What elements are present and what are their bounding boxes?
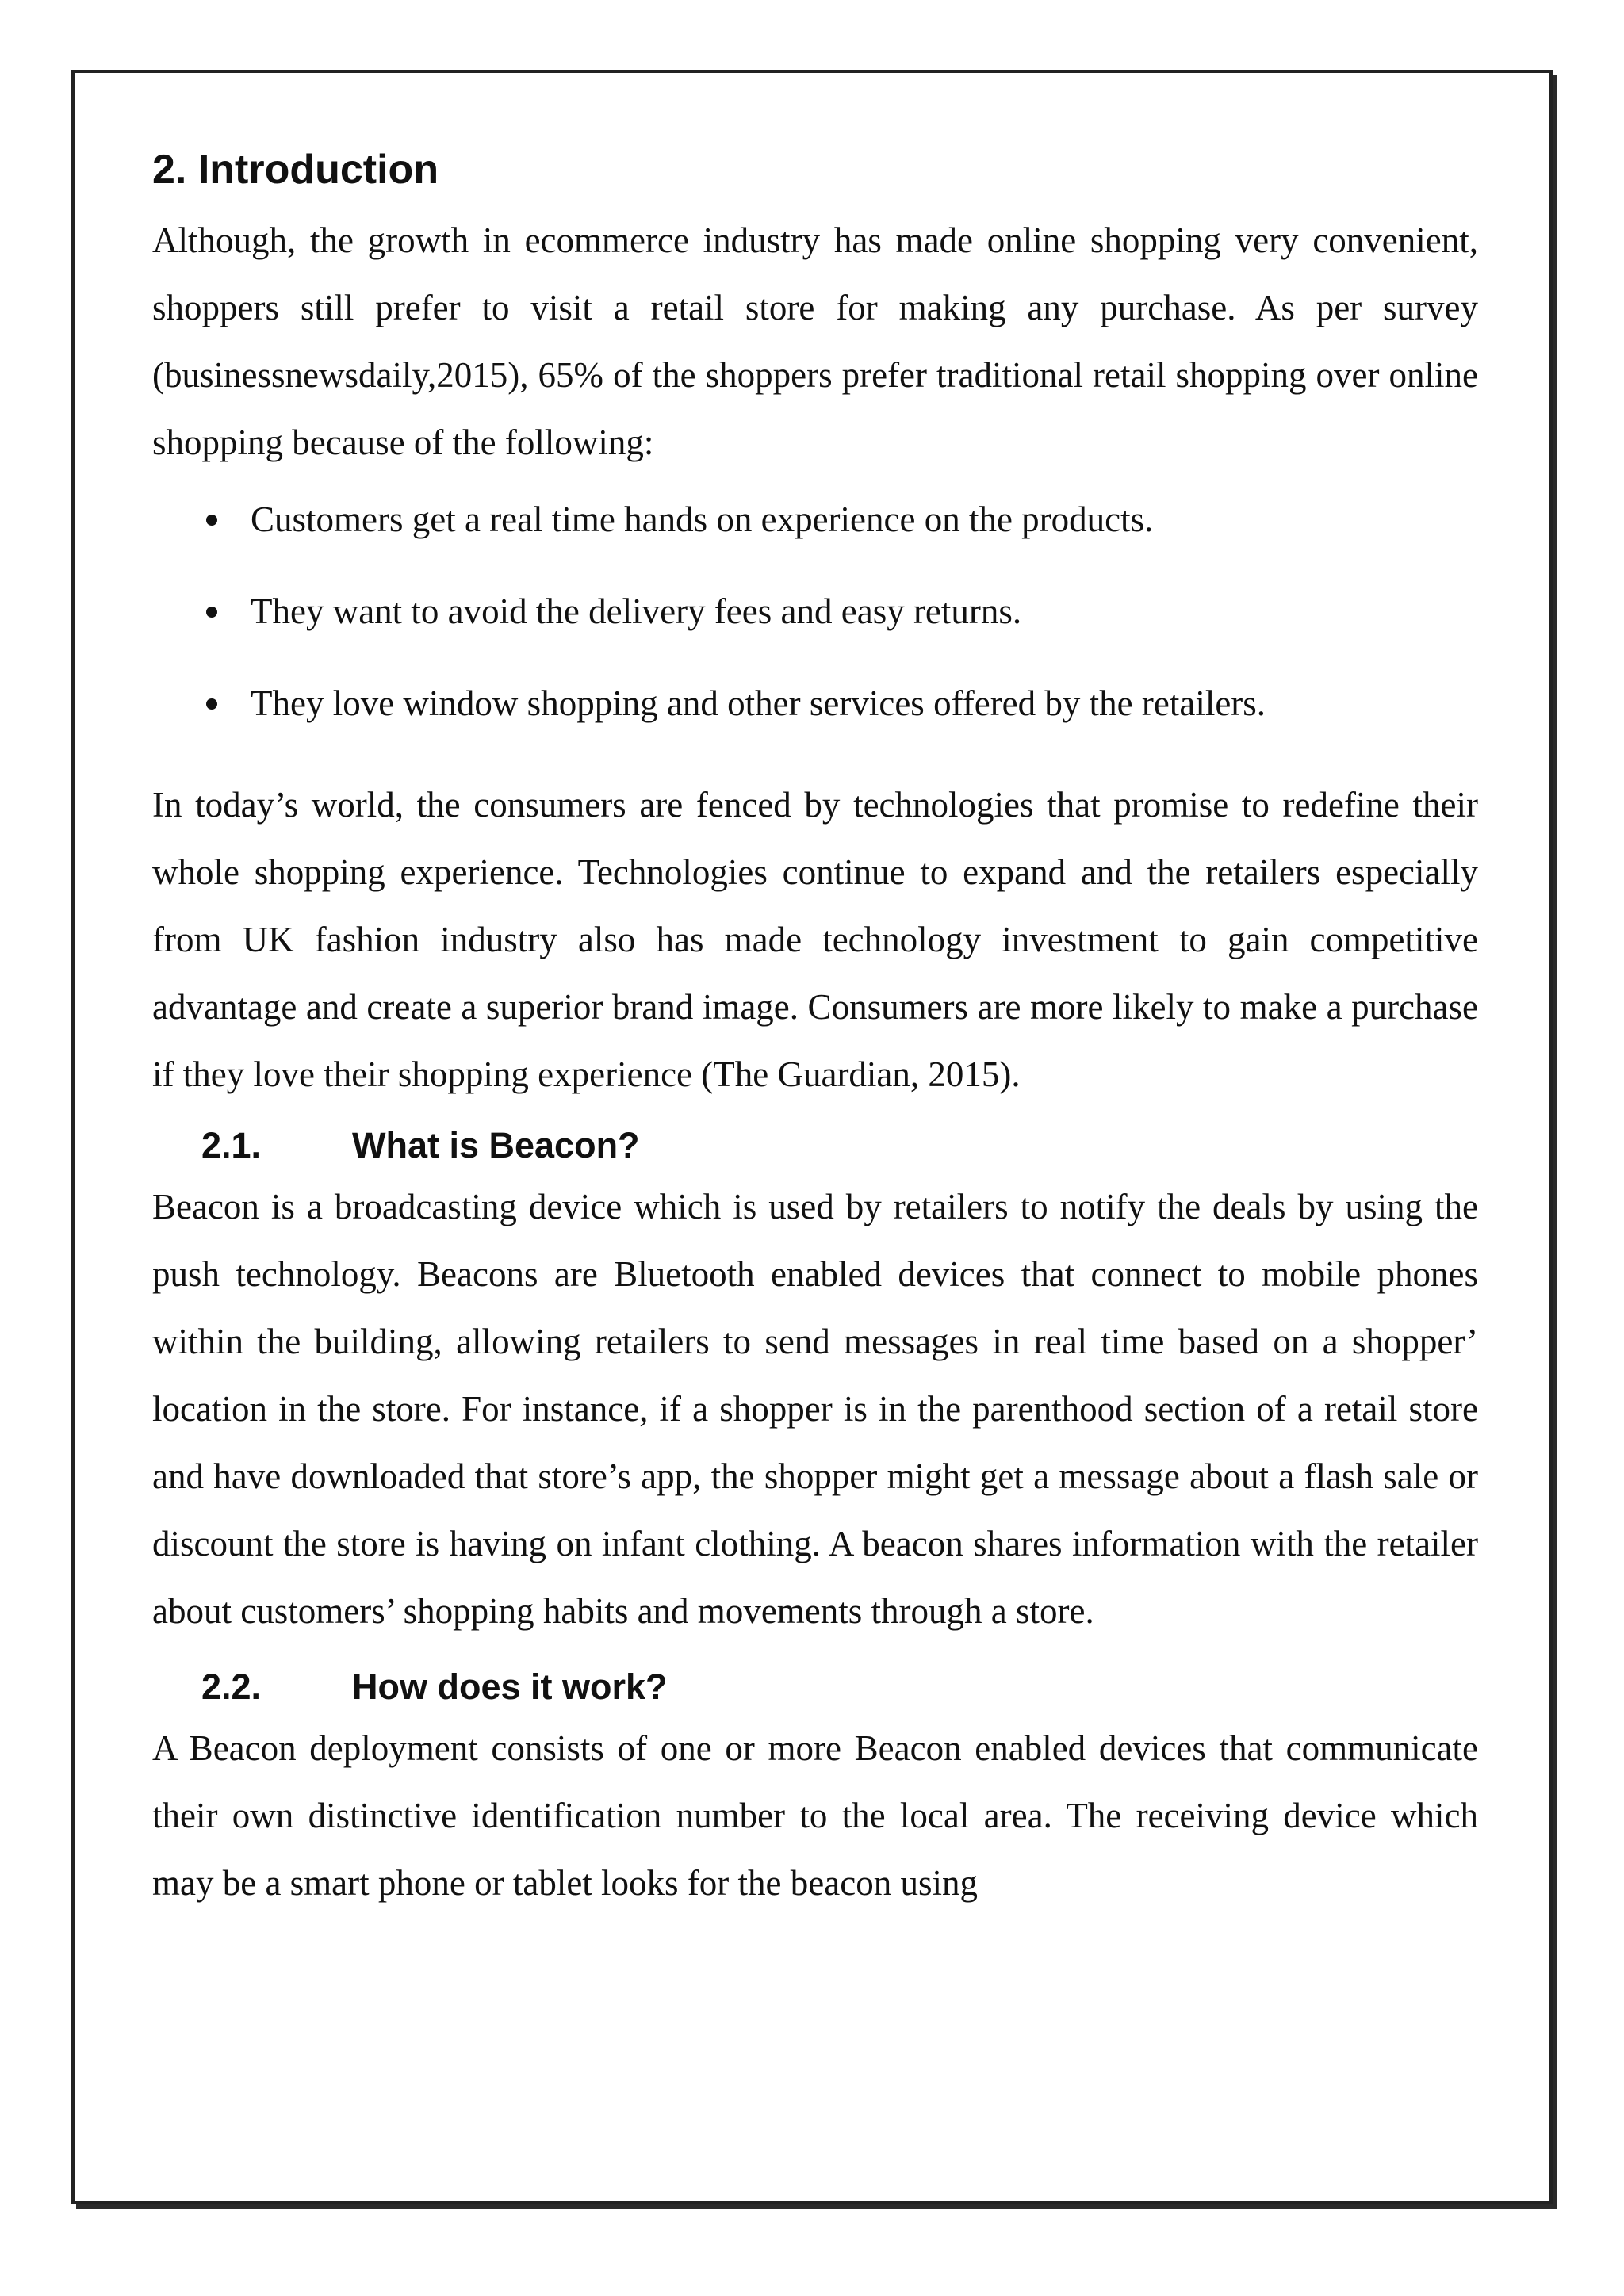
section-title: 2. Introduction xyxy=(152,147,439,193)
subsection-heading-how-it-works xyxy=(152,1666,1478,1709)
list-item-text: They love window shopping and other services offered by the retailers. xyxy=(251,683,1266,724)
intro-paragraph: Although, the growth in ecommerce industry has made online shopping very convenient, shoppers still prefer to visit a retail store for making any purchase. As per survey (businessnewsdaily,2015), 65% of the shoppers prefer traditional retail shopping over online shopping because of the following: xyxy=(152,220,1478,463)
bullet-icon xyxy=(206,515,217,526)
subsection-heading-beacon xyxy=(152,1124,1478,1167)
second-paragraph: In today’s world, the consumers are fenced by technologies that promise to redefine their whole shopping experience. Technologies continue to expand and the retailers especially from UK fashion industry also has made technology investment to gain competitive advantage and create a superior brand image. Consumers are more likely to make a purchase if they love their shopping experience (The Guardian, 2015). xyxy=(152,785,1478,1095)
subsection-title: What is Beacon? xyxy=(352,1125,640,1166)
beacon-paragraph: Beacon is a broadcasting device which is used by retailers to notify the deals by using the push technology. Beacons are Bluetooth enabled devices that connect to mobile phones within the building, allowing retailers to send messages in real time based on a shopper’ location in the store. For instance, if a shopper is in the parenthood section of a retail store and have downloaded that store’s app, the shopper might get a message about a flash sale or discount the store is having on infant clothing. A beacon shares information with the retailer about customers’ shopping habits and movements through a store. xyxy=(152,1187,1478,1632)
subsection-title: How does it work? xyxy=(352,1667,668,1708)
subsection-number: 2.1. xyxy=(201,1125,262,1166)
list-item-text: They want to avoid the delivery fees and easy returns. xyxy=(251,591,1022,632)
how-it-works-paragraph: A Beacon deployment consists of one or more Beacon enabled devices that communicate their own distinctive identification number to the local area. The receiving device which may be a smart phone or tablet looks for the beacon using xyxy=(152,1728,1478,1904)
list-item xyxy=(152,496,1478,543)
list-item xyxy=(152,587,1478,635)
list-item-text: Customers get a real time hands on experience on the products. xyxy=(251,499,1154,540)
bullet-icon xyxy=(206,698,217,710)
reasons-list xyxy=(152,496,1478,727)
document-content xyxy=(152,147,1478,1917)
bullet-icon xyxy=(206,607,217,618)
subsection-number: 2.2. xyxy=(201,1667,262,1708)
list-item xyxy=(152,679,1478,727)
